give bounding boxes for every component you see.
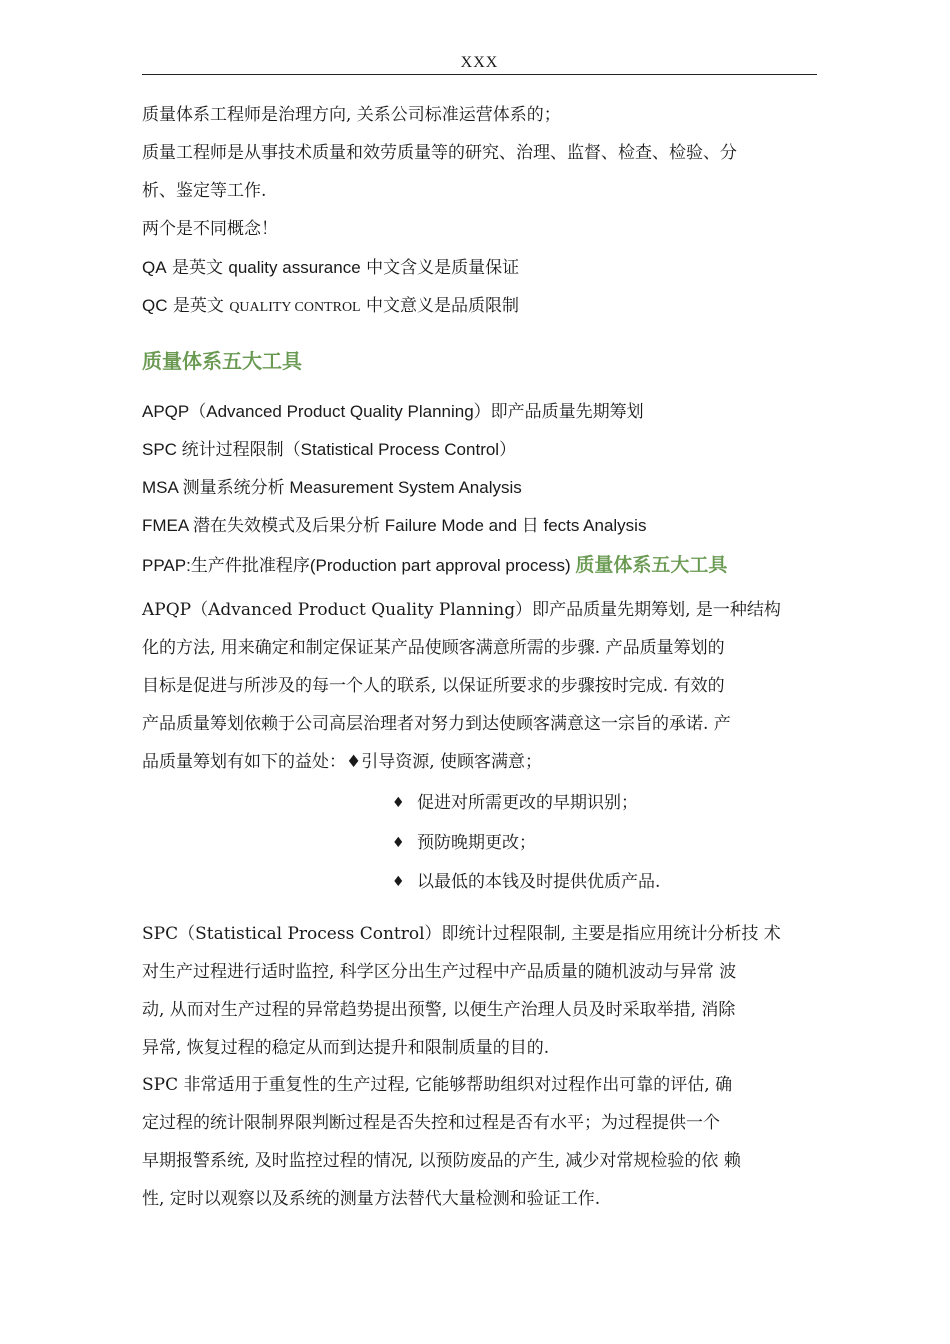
apqp-line: 目标是促进与所涉及的每一个人的联系, 以保证所要求的步骤按时完成. 有效的 [142, 676, 725, 696]
diamond-bullet-icon: ♦ [392, 795, 405, 811]
spc-line: SPC 非常适用于重复性的生产过程, 它能够帮助组织对过程作出可靠的评估, 确 [142, 1075, 733, 1095]
tool-item: APQP（Advanced Product Quality Planning）即产品质量先期筹划 [142, 402, 644, 421]
spc-line: 异常, 恢复过程的稳定从而到达提升和限制质量的目的. [142, 1038, 550, 1058]
qa-abbr: QA [142, 258, 167, 277]
spc-line: 早期报警系统, 及时监控过程的情况, 以预防废品的产生, 减少对常规检验的依 赖 [142, 1151, 741, 1171]
page-header [142, 54, 817, 75]
qc-english: QUALITY CONTROL [229, 300, 361, 315]
ppap-line [142, 545, 817, 586]
qa-meaning: 中文含义是质量保证 [366, 258, 520, 278]
apqp-line: APQP（Advanced Product Quality Planning）即产品质量先期筹划, 是一种结构 [142, 600, 781, 620]
spc-line: 动, 从而对生产过程的异常趋势提出预警, 以便生产治理人员及时采取举措, 消除 [142, 1000, 736, 1020]
tool-item: FMEA 潜在失效模式及后果分析 Failure Mode and 日 fects Analysis [142, 516, 647, 535]
tools-list [142, 393, 817, 586]
header-title: XXX [460, 54, 499, 71]
benefit-bullets [142, 784, 817, 903]
intro-line: 析、鉴定等工作. [142, 181, 267, 201]
bullet-text: 以最低的本钱及时提供优质产品. [417, 872, 661, 892]
spc-line: SPC（Statistical Process Control）即统计过程限制, 主要是指应用统计分析技 术 [142, 924, 781, 944]
ppap-text: PPAP:生产件批准程序(Production part approval process) [142, 556, 571, 575]
qc-mid: 是英文 [172, 296, 224, 316]
diamond-bullet-icon: ♦ [392, 874, 405, 890]
section-heading: 质量体系五大工具 [142, 349, 302, 373]
qc-abbr: QC [142, 296, 168, 315]
intro-section [142, 96, 817, 326]
intro-line: 质量体系工程师是治理方向, 关系公司标准运营体系的； [142, 105, 561, 125]
qc-line [142, 288, 817, 326]
bullet-text: 预防晚期更改； [417, 832, 536, 853]
ppap-inline-heading: 质量体系五大工具 [575, 554, 728, 576]
bullet-item [142, 784, 817, 824]
intro-line: 质量工程师是从事技术质量和效劳质量等的研究、治理、监督、检查、检验、分 [142, 143, 737, 163]
tool-item: MSA 测量系统分析 Measurement System Analysis [142, 478, 522, 497]
qa-mid: 是英文 [171, 258, 223, 278]
qa-english: quality assurance [228, 258, 361, 277]
apqp-line: 品质量筹划有如下的益处：♦引导资源, 使顾客满意； [142, 752, 543, 772]
apqp-line: 化的方法, 用来确定和制定保证某产品使顾客满意所需的步骤. 产品质量筹划的 [142, 638, 725, 658]
qc-meaning: 中文意义是品质限制 [366, 296, 520, 316]
spc-paragraph-2 [142, 1066, 817, 1218]
qa-line [142, 248, 817, 288]
spc-line: 定过程的统计限制界限判断过程是否失控和过程是否有水平；为过程提供一个 [142, 1113, 720, 1133]
spc-line: 对生产过程进行适时监控, 科学区分出生产过程中产品质量的随机波动与异常 波 [142, 962, 737, 982]
intro-line: 两个是不同概念！ [142, 219, 278, 239]
diamond-bullet-icon: ♦ [392, 834, 405, 851]
bullet-item [142, 824, 817, 864]
spc-line: 性, 定时以观察以及系统的测量方法替代大量检测和验证工作. [142, 1189, 601, 1209]
apqp-line: 产品质量筹划依赖于公司高层治理者对努力到达使顾客满意这一宗旨的承诺. 产 [142, 714, 731, 734]
bullet-text: 促进对所需更改的早期识别； [417, 793, 638, 813]
tool-item: SPC 统计过程限制（Statistical Process Control） [142, 440, 517, 459]
spc-paragraph-1 [142, 915, 817, 1067]
bullet-item [142, 863, 817, 903]
apqp-paragraph [142, 591, 817, 781]
